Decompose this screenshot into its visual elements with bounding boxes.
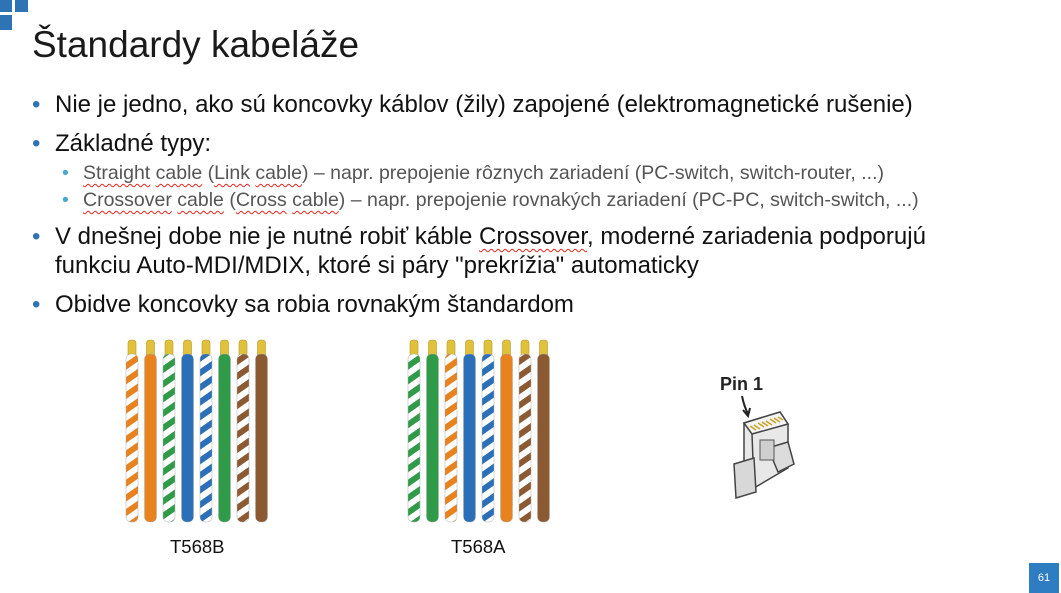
- bullet-3: [32, 222, 935, 280]
- t568b-wire-diagram: [122, 336, 274, 526]
- word-crossover: Crossover: [83, 189, 172, 211]
- bullet-1: • Nie je jedno, ako sú koncovky káblov (žily) zapojené (elektromagnetické rušenie): [32, 90, 1042, 119]
- word-straight: Straight: [83, 162, 151, 184]
- sub-bullet-crossover: • Crossover cable (Cross cable) – napr. prepojenie rovnakých zariadení (PC-PC, switch-switch, ...): [32, 187, 1042, 214]
- bullet-list: [32, 90, 1042, 329]
- t568b-wire-white-brown: [237, 340, 249, 522]
- t568a-wire-blue: [464, 340, 476, 522]
- pin-1-label: Pin 1: [720, 374, 764, 394]
- bullet-2: • Základné typy:: [32, 129, 1042, 158]
- t568b-wire-white-green: [163, 340, 175, 522]
- t568a-wire-brown: [538, 340, 550, 522]
- sub-bullet-straight: • Straight cable (Link cable) – napr. prepojenie rôznych zariadení (PC-switch, switch-router, ...): [32, 160, 1042, 187]
- word-cable: cable: [155, 162, 203, 184]
- t568a-wire-white-blue: [482, 340, 494, 522]
- t568b-wire-brown: [256, 340, 268, 522]
- t568b-wire-orange: [145, 340, 157, 522]
- word-link: Link: [214, 162, 250, 184]
- page-number: 61: [1029, 563, 1059, 593]
- t568a-wire-orange: [501, 340, 513, 522]
- rj45-connector-image: [710, 368, 810, 508]
- word-cable: cable: [292, 189, 339, 211]
- t568a-wire-green: [427, 340, 439, 522]
- t568a-label: T568A: [451, 536, 506, 557]
- t568a-wire-white-orange: [445, 340, 457, 522]
- t568b-wire-blue: [182, 340, 194, 522]
- word-cable: cable: [255, 162, 302, 184]
- t568a-wire-white-green: [408, 340, 420, 522]
- t568b-wire-white-blue: [200, 340, 212, 522]
- bullet-4: • Obidve koncovky sa robia rovnakým štandardom: [32, 290, 1042, 319]
- t568b-wire-white-orange: [126, 340, 138, 522]
- t568b-label: T568B: [170, 536, 225, 557]
- word-cable: cable: [177, 189, 224, 211]
- t568a-wire-white-brown: [519, 340, 531, 522]
- t568a-wire-diagram: [404, 336, 556, 526]
- slide-title: Štandardy kabeláže: [32, 24, 360, 65]
- bullet-3-text-b: , moderné zariadenia podporujú funkciu Auto-MDI/MDIX, ktoré si páry "prekrížia" automaticky: [55, 223, 926, 279]
- bullet-3-text-a: V dnešnej dobe nie je nutné robiť káble: [55, 223, 479, 250]
- sub-bullet-crossover-text: ) – napr. prepojenie rovnakých zariadení (PC-PC, switch-switch, ...): [338, 189, 919, 211]
- word-cross: Cross: [235, 189, 287, 211]
- sub-bullet-straight-text: ) – napr. prepojenie rôznych zariadení (PC-switch, switch-router, ...): [302, 162, 884, 184]
- word-crossover: Crossover: [478, 223, 588, 250]
- t568b-wire-green: [219, 340, 231, 522]
